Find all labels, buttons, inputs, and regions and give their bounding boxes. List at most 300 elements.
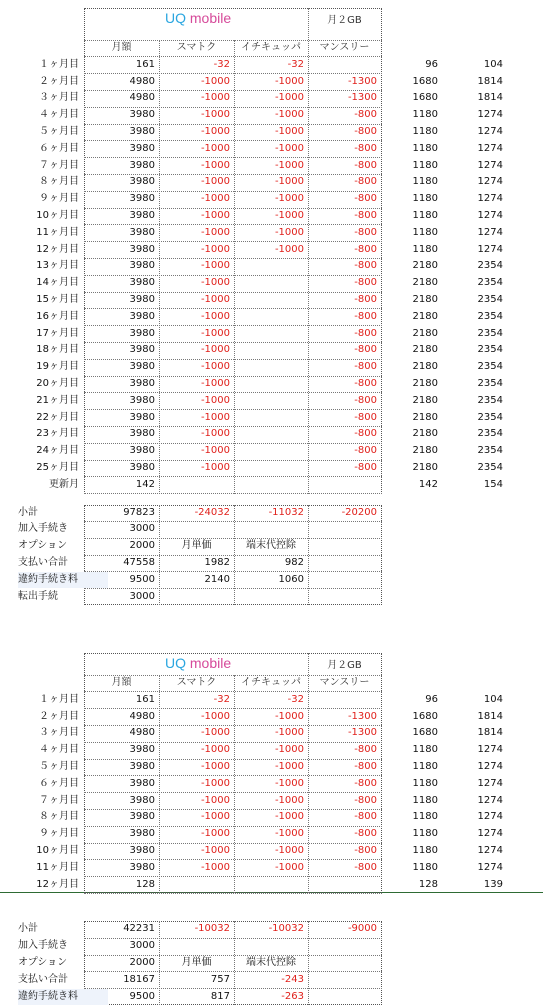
table-cell: -1000	[200, 142, 230, 154]
table-cell: 2354	[477, 445, 503, 457]
grid-hline	[84, 90, 382, 91]
grid-hline	[84, 555, 382, 556]
row-label: 12ヶ月目	[36, 243, 79, 255]
grid-hline	[84, 241, 382, 242]
row-label: 25ヶ月目	[36, 462, 79, 473]
grid-hline	[84, 308, 382, 309]
table-cell: 1274	[477, 126, 503, 137]
grid-hline	[84, 426, 382, 427]
row-label: ３ヶ月目	[39, 92, 79, 104]
column-header: 月額	[111, 677, 132, 688]
grid-hline	[84, 443, 382, 444]
table-cell: -800	[354, 327, 377, 339]
table-cell: 142	[135, 478, 155, 490]
row-label: ２ヶ月目	[39, 75, 79, 87]
table-cell: 104	[483, 58, 503, 70]
grid-vline	[308, 921, 309, 1005]
row-label: ５ヶ月目	[39, 126, 79, 137]
grid-hline	[84, 843, 382, 844]
table-cell: 104	[483, 693, 503, 705]
row-label: ４ヶ月目	[39, 744, 79, 756]
grid-hline	[84, 938, 382, 939]
table-cell: 1274	[477, 761, 503, 772]
table-cell: 3980	[129, 861, 155, 873]
table-cell: 1180	[412, 828, 438, 840]
table-cell: -1000	[200, 294, 230, 305]
table-cell: -1300	[347, 727, 377, 739]
grid-hline	[84, 275, 382, 276]
row-label: 13ヶ月目	[36, 260, 79, 272]
table-cell: 3980	[129, 761, 155, 772]
table-cell: 3980	[129, 126, 155, 137]
table-cell: 3980	[129, 344, 155, 356]
summary-label: 転出手続	[18, 590, 58, 602]
table-cell: 3980	[129, 445, 155, 457]
summary-label: 加入手続き	[18, 940, 68, 952]
summary-cell	[159, 521, 234, 537]
table-cell: 161	[135, 58, 155, 70]
table-cell: -1000	[200, 394, 230, 406]
table-cell: 1274	[477, 861, 503, 873]
grid-hline	[84, 40, 382, 41]
summary-cell: 3000	[129, 940, 155, 952]
table-cell: 1274	[477, 142, 503, 154]
table-cell: -1000	[200, 710, 230, 722]
table-cell: 96	[425, 693, 438, 705]
grid-hline	[84, 342, 382, 343]
table-cell: -800	[354, 811, 377, 823]
column-header: イチキュッパ	[241, 677, 301, 688]
table-cell: -1000	[200, 109, 230, 121]
table-cell: -1000	[274, 710, 304, 722]
table-cell: -1000	[274, 159, 304, 171]
summary-cell	[234, 521, 308, 537]
table-cell: 3980	[129, 294, 155, 305]
row-label: １ヶ月目	[39, 693, 79, 705]
table-cell: -1000	[200, 462, 230, 473]
table-cell: 154	[483, 478, 503, 490]
table-cell: -800	[354, 176, 377, 188]
table-grid	[84, 8, 382, 494]
table-cell: -1000	[200, 761, 230, 772]
table-cell: 1680	[412, 727, 438, 739]
grid-vline	[308, 653, 309, 893]
summary-cell: 3000	[129, 590, 155, 602]
grid-hline	[84, 775, 382, 776]
table-cell: 2354	[477, 344, 503, 356]
summary-cell: 2000	[129, 540, 155, 552]
table-cell: 3980	[129, 260, 155, 272]
grid-vline	[159, 921, 160, 1005]
summary-cell	[234, 938, 308, 954]
table-cell: 96	[425, 58, 438, 70]
table-cell: -1000	[274, 828, 304, 840]
table-cell: -800	[354, 462, 377, 473]
grid-hline	[84, 893, 382, 894]
row-label: 21ヶ月目	[36, 394, 79, 406]
table-cell: -32	[287, 693, 304, 705]
summary-cell: 42231	[123, 923, 155, 935]
row-label: 16ヶ月目	[36, 310, 79, 322]
grid-hline	[84, 691, 382, 692]
summary-label: 違約手続き料	[18, 572, 108, 588]
summary-cell	[308, 572, 381, 588]
grid-hline	[84, 588, 382, 589]
summary-label: 違約手続き料	[18, 989, 108, 1005]
table-cell: 1180	[412, 761, 438, 772]
column-header: マンスリー	[319, 677, 370, 688]
summary-cell: 1060	[278, 573, 304, 585]
table-cell: 2180	[412, 277, 438, 289]
table-cell: -1000	[274, 142, 304, 154]
grid-hline	[84, 876, 382, 877]
table-cell: -1000	[200, 727, 230, 739]
table-cell: -1000	[274, 794, 304, 806]
table-cell: -1000	[274, 727, 304, 739]
summary-label: 加入手続き	[18, 523, 68, 535]
table-cell: 3980	[129, 176, 155, 188]
table-cell: -1000	[274, 777, 304, 789]
table-cell: 3980	[129, 811, 155, 823]
table-cell: 1180	[412, 210, 438, 221]
table-cell: -1000	[274, 243, 304, 255]
table-cell: 1180	[412, 142, 438, 154]
summary-cell	[308, 589, 381, 605]
table-cell: 3980	[129, 845, 155, 856]
grid-hline	[84, 809, 382, 810]
summary-cell: 2140	[204, 573, 230, 585]
grid-hline	[84, 725, 382, 726]
summary-cell: 817	[210, 990, 230, 1002]
table-cell: -1000	[274, 761, 304, 772]
grid-hline	[84, 359, 382, 360]
table-cell: -1000	[274, 92, 304, 104]
table-cell: -1300	[347, 75, 377, 87]
table-cell: 3980	[129, 462, 155, 473]
column-header: 月額	[111, 42, 132, 53]
table-cell: 2354	[477, 462, 503, 473]
summary-cell	[234, 589, 308, 605]
summary-cell: 9500	[129, 573, 155, 585]
summary-cell: 端末代控除	[246, 957, 296, 968]
row-label: ３ヶ月目	[39, 727, 79, 739]
row-label: 22ヶ月目	[36, 411, 79, 423]
table-cell: -800	[354, 777, 377, 789]
summary-cell	[308, 538, 381, 554]
grid-vline	[234, 675, 235, 893]
row-label: 11ヶ月目	[36, 226, 79, 238]
table-cell: 2180	[412, 294, 438, 305]
table-cell: 3980	[129, 411, 155, 423]
grid-vline	[234, 921, 235, 1005]
table-cell: -1000	[274, 845, 304, 856]
row-label: 23ヶ月目	[36, 428, 79, 440]
summary-cell: -10032	[194, 923, 230, 935]
table-cell: 4980	[129, 727, 155, 739]
table-cell: -1000	[274, 75, 304, 87]
table-cell: -1000	[200, 226, 230, 238]
column-header: イチキュッパ	[241, 42, 301, 53]
plan-label: 月２GB	[327, 15, 362, 26]
table-cell: 1274	[477, 794, 503, 806]
grid-hline	[84, 292, 382, 293]
table-cell: -1000	[274, 226, 304, 238]
table-cell: 2180	[412, 445, 438, 457]
summary-cell: 97823	[123, 506, 155, 518]
grid-hline	[84, 792, 382, 793]
row-label: ９ヶ月目	[39, 828, 79, 840]
table-cell: 2180	[412, 428, 438, 440]
grid-hline	[84, 521, 382, 522]
table-cell: 128	[135, 878, 155, 890]
table-cell: -1000	[274, 193, 304, 205]
table-cell: 1680	[412, 92, 438, 104]
table-cell: 3980	[129, 428, 155, 440]
table-cell: -1000	[200, 344, 230, 356]
row-label: 17ヶ月目	[36, 327, 79, 339]
table-cell: 4980	[129, 710, 155, 722]
table-cell: 1180	[412, 845, 438, 856]
table-cell: 1814	[477, 710, 503, 722]
table-cell: -800	[354, 210, 377, 221]
table-cell: -800	[354, 361, 377, 373]
row-label: ９ヶ月目	[39, 193, 79, 205]
summary-cell: 1982	[204, 557, 230, 568]
table-cell: 1274	[477, 176, 503, 188]
table-cell: 1814	[477, 92, 503, 104]
table-cell: 4980	[129, 75, 155, 87]
table-cell: 1274	[477, 845, 503, 856]
summary-label: 小計	[18, 923, 38, 935]
table-cell: 1274	[477, 193, 503, 205]
table-cell: 139	[483, 878, 503, 890]
grid-vline	[308, 8, 309, 494]
row-label: ６ヶ月目	[39, 777, 79, 789]
grid-hline	[84, 140, 382, 141]
table-cell: -1000	[274, 109, 304, 121]
row-label: ４ヶ月目	[39, 109, 79, 121]
grid-vline	[308, 505, 309, 606]
row-label: 24ヶ月目	[36, 445, 79, 457]
summary-cell: 月単価	[181, 540, 212, 552]
table-cell: 1180	[412, 126, 438, 137]
table-cell: 1180	[412, 176, 438, 188]
summary-label: オプション	[18, 957, 68, 968]
row-label: 20ヶ月目	[36, 378, 79, 389]
summary-cell: 月単価	[181, 957, 212, 968]
table-cell: 3980	[129, 744, 155, 756]
table-cell: 1274	[477, 828, 503, 840]
summary-cell	[308, 555, 381, 571]
table-cell: 1180	[412, 243, 438, 255]
summary-cell: -11032	[268, 506, 304, 518]
column-header: スマトク	[176, 42, 217, 53]
table-cell: 2180	[412, 344, 438, 356]
table-cell: -800	[354, 344, 377, 356]
row-label: １ヶ月目	[39, 58, 79, 70]
table-cell: 2354	[477, 260, 503, 272]
summary-label: 支払い合計	[18, 973, 68, 985]
row-label: ７ヶ月目	[39, 159, 79, 171]
table-cell: 161	[135, 693, 155, 705]
grid-hline	[84, 476, 382, 477]
row-label: 14ヶ月目	[36, 277, 79, 289]
table-cell: 2354	[477, 294, 503, 305]
row-label: ５ヶ月目	[39, 761, 79, 772]
table-cell: -1000	[200, 210, 230, 221]
table-cell: 1680	[412, 75, 438, 87]
table-cell: -800	[354, 845, 377, 856]
table-cell: -800	[354, 226, 377, 238]
table-cell: -800	[354, 277, 377, 289]
table-cell: 2180	[412, 378, 438, 389]
table-cell: -1000	[200, 411, 230, 423]
table-cell: 2354	[477, 361, 503, 373]
table-cell: 2354	[477, 428, 503, 440]
table-cell: -1000	[274, 210, 304, 221]
table-cell: -1000	[200, 378, 230, 389]
table-cell: 1180	[412, 109, 438, 121]
table-cell: 3980	[129, 394, 155, 406]
grid-hline	[84, 174, 382, 175]
table-cell: 1274	[477, 109, 503, 121]
table-cell: 3980	[129, 193, 155, 205]
table-cell: 1180	[412, 193, 438, 205]
grid-hline	[84, 826, 382, 827]
table-cell: 3980	[129, 226, 155, 238]
table-cell: -1000	[200, 310, 230, 322]
table-cell: 2354	[477, 327, 503, 339]
table-cell: -1000	[200, 845, 230, 856]
table-cell: 1180	[412, 744, 438, 756]
table-cell: 4980	[129, 92, 155, 104]
table-cell: 1180	[412, 861, 438, 873]
table-cell: 2180	[412, 260, 438, 272]
summary-cell	[159, 589, 234, 605]
table-cell: -800	[354, 378, 377, 389]
table-cell: -1000	[200, 176, 230, 188]
summary-cell	[159, 938, 234, 954]
summary-cell: -20200	[341, 506, 377, 518]
table-cell: 3980	[129, 210, 155, 221]
row-label: 12ヶ月目	[36, 878, 79, 890]
table-cell: 1180	[412, 777, 438, 789]
table-cell: 1680	[412, 710, 438, 722]
table-cell: 1274	[477, 777, 503, 789]
column-header: スマトク	[176, 677, 217, 688]
summary-cell: 757	[210, 973, 230, 985]
table-cell: -1000	[274, 811, 304, 823]
table-cell: -1000	[200, 260, 230, 272]
summary-cell	[308, 955, 381, 971]
table-cell: 1274	[477, 243, 503, 255]
grid-hline	[84, 971, 382, 972]
row-label: ２ヶ月目	[39, 710, 79, 722]
table-cell: 2354	[477, 411, 503, 423]
summary-cell: -10032	[268, 923, 304, 935]
grid-hline	[84, 571, 382, 572]
summary-cell	[308, 938, 381, 954]
table-cell: 1814	[477, 727, 503, 739]
grid-hline	[84, 224, 382, 225]
table-cell: -800	[354, 126, 377, 137]
table-cell: 2180	[412, 361, 438, 373]
table-cell: 1180	[412, 794, 438, 806]
summary-cell: 982	[284, 557, 304, 568]
row-label: 15ヶ月目	[36, 294, 79, 305]
table-cell: -800	[354, 761, 377, 772]
table-cell: 3980	[129, 310, 155, 322]
grid-hline	[84, 56, 382, 57]
table-cell: 1274	[477, 210, 503, 221]
summary-cell: -263	[281, 990, 304, 1002]
table-cell: -1000	[200, 777, 230, 789]
table-cell: 3980	[129, 159, 155, 171]
row-label: ７ヶ月目	[39, 794, 79, 806]
grid-hline	[84, 208, 382, 209]
grid-hline	[84, 955, 382, 956]
brand-uq-text: UQ	[165, 10, 186, 26]
table-cell: -800	[354, 243, 377, 255]
table-cell: -32	[213, 693, 230, 705]
summary-cell: -24032	[194, 506, 230, 518]
table-cell: 1274	[477, 159, 503, 171]
table-cell: -1300	[347, 710, 377, 722]
table-cell: -1000	[200, 243, 230, 255]
table-cell: -800	[354, 294, 377, 305]
grid-hline	[84, 742, 382, 743]
summary-cell: -9000	[347, 923, 377, 935]
table-cell: -32	[213, 58, 230, 70]
table-cell: -800	[354, 794, 377, 806]
table-cell: 2354	[477, 378, 503, 389]
summary-label: オプション	[18, 540, 68, 552]
summary-label: 支払い合計	[18, 557, 68, 568]
table-cell: -800	[354, 394, 377, 406]
table-cell: 2180	[412, 310, 438, 322]
table-cell: 3980	[129, 361, 155, 373]
table-cell: 1180	[412, 159, 438, 171]
table-cell: 1274	[477, 226, 503, 238]
table-cell: -800	[354, 159, 377, 171]
summary-cell	[308, 989, 381, 1005]
table-cell: 2354	[477, 277, 503, 289]
table-cell: -800	[354, 445, 377, 457]
grid-hline	[84, 538, 382, 539]
grid-hline	[84, 73, 382, 74]
row-label: ８ヶ月目	[39, 176, 79, 188]
table-cell: -1000	[200, 744, 230, 756]
table-cell: -1300	[347, 92, 377, 104]
row-label: 19ヶ月目	[36, 361, 79, 373]
table-cell: 3980	[129, 777, 155, 789]
summary-cell: 9500	[129, 990, 155, 1002]
grid-hline	[84, 191, 382, 192]
table-cell: -1000	[200, 277, 230, 289]
table-cell: 3980	[129, 378, 155, 389]
row-label: 18ヶ月目	[36, 344, 79, 356]
grid-vline	[234, 505, 235, 606]
table-cell: -800	[354, 861, 377, 873]
table-cell: -1000	[274, 861, 304, 873]
table-cell: 2180	[412, 462, 438, 473]
grid-vline	[234, 40, 235, 494]
grid-hline	[84, 493, 382, 494]
grid-hline	[84, 409, 382, 410]
row-label: 10ヶ月目	[36, 210, 79, 221]
table-cell: -1000	[274, 126, 304, 137]
table-cell: -800	[354, 142, 377, 154]
